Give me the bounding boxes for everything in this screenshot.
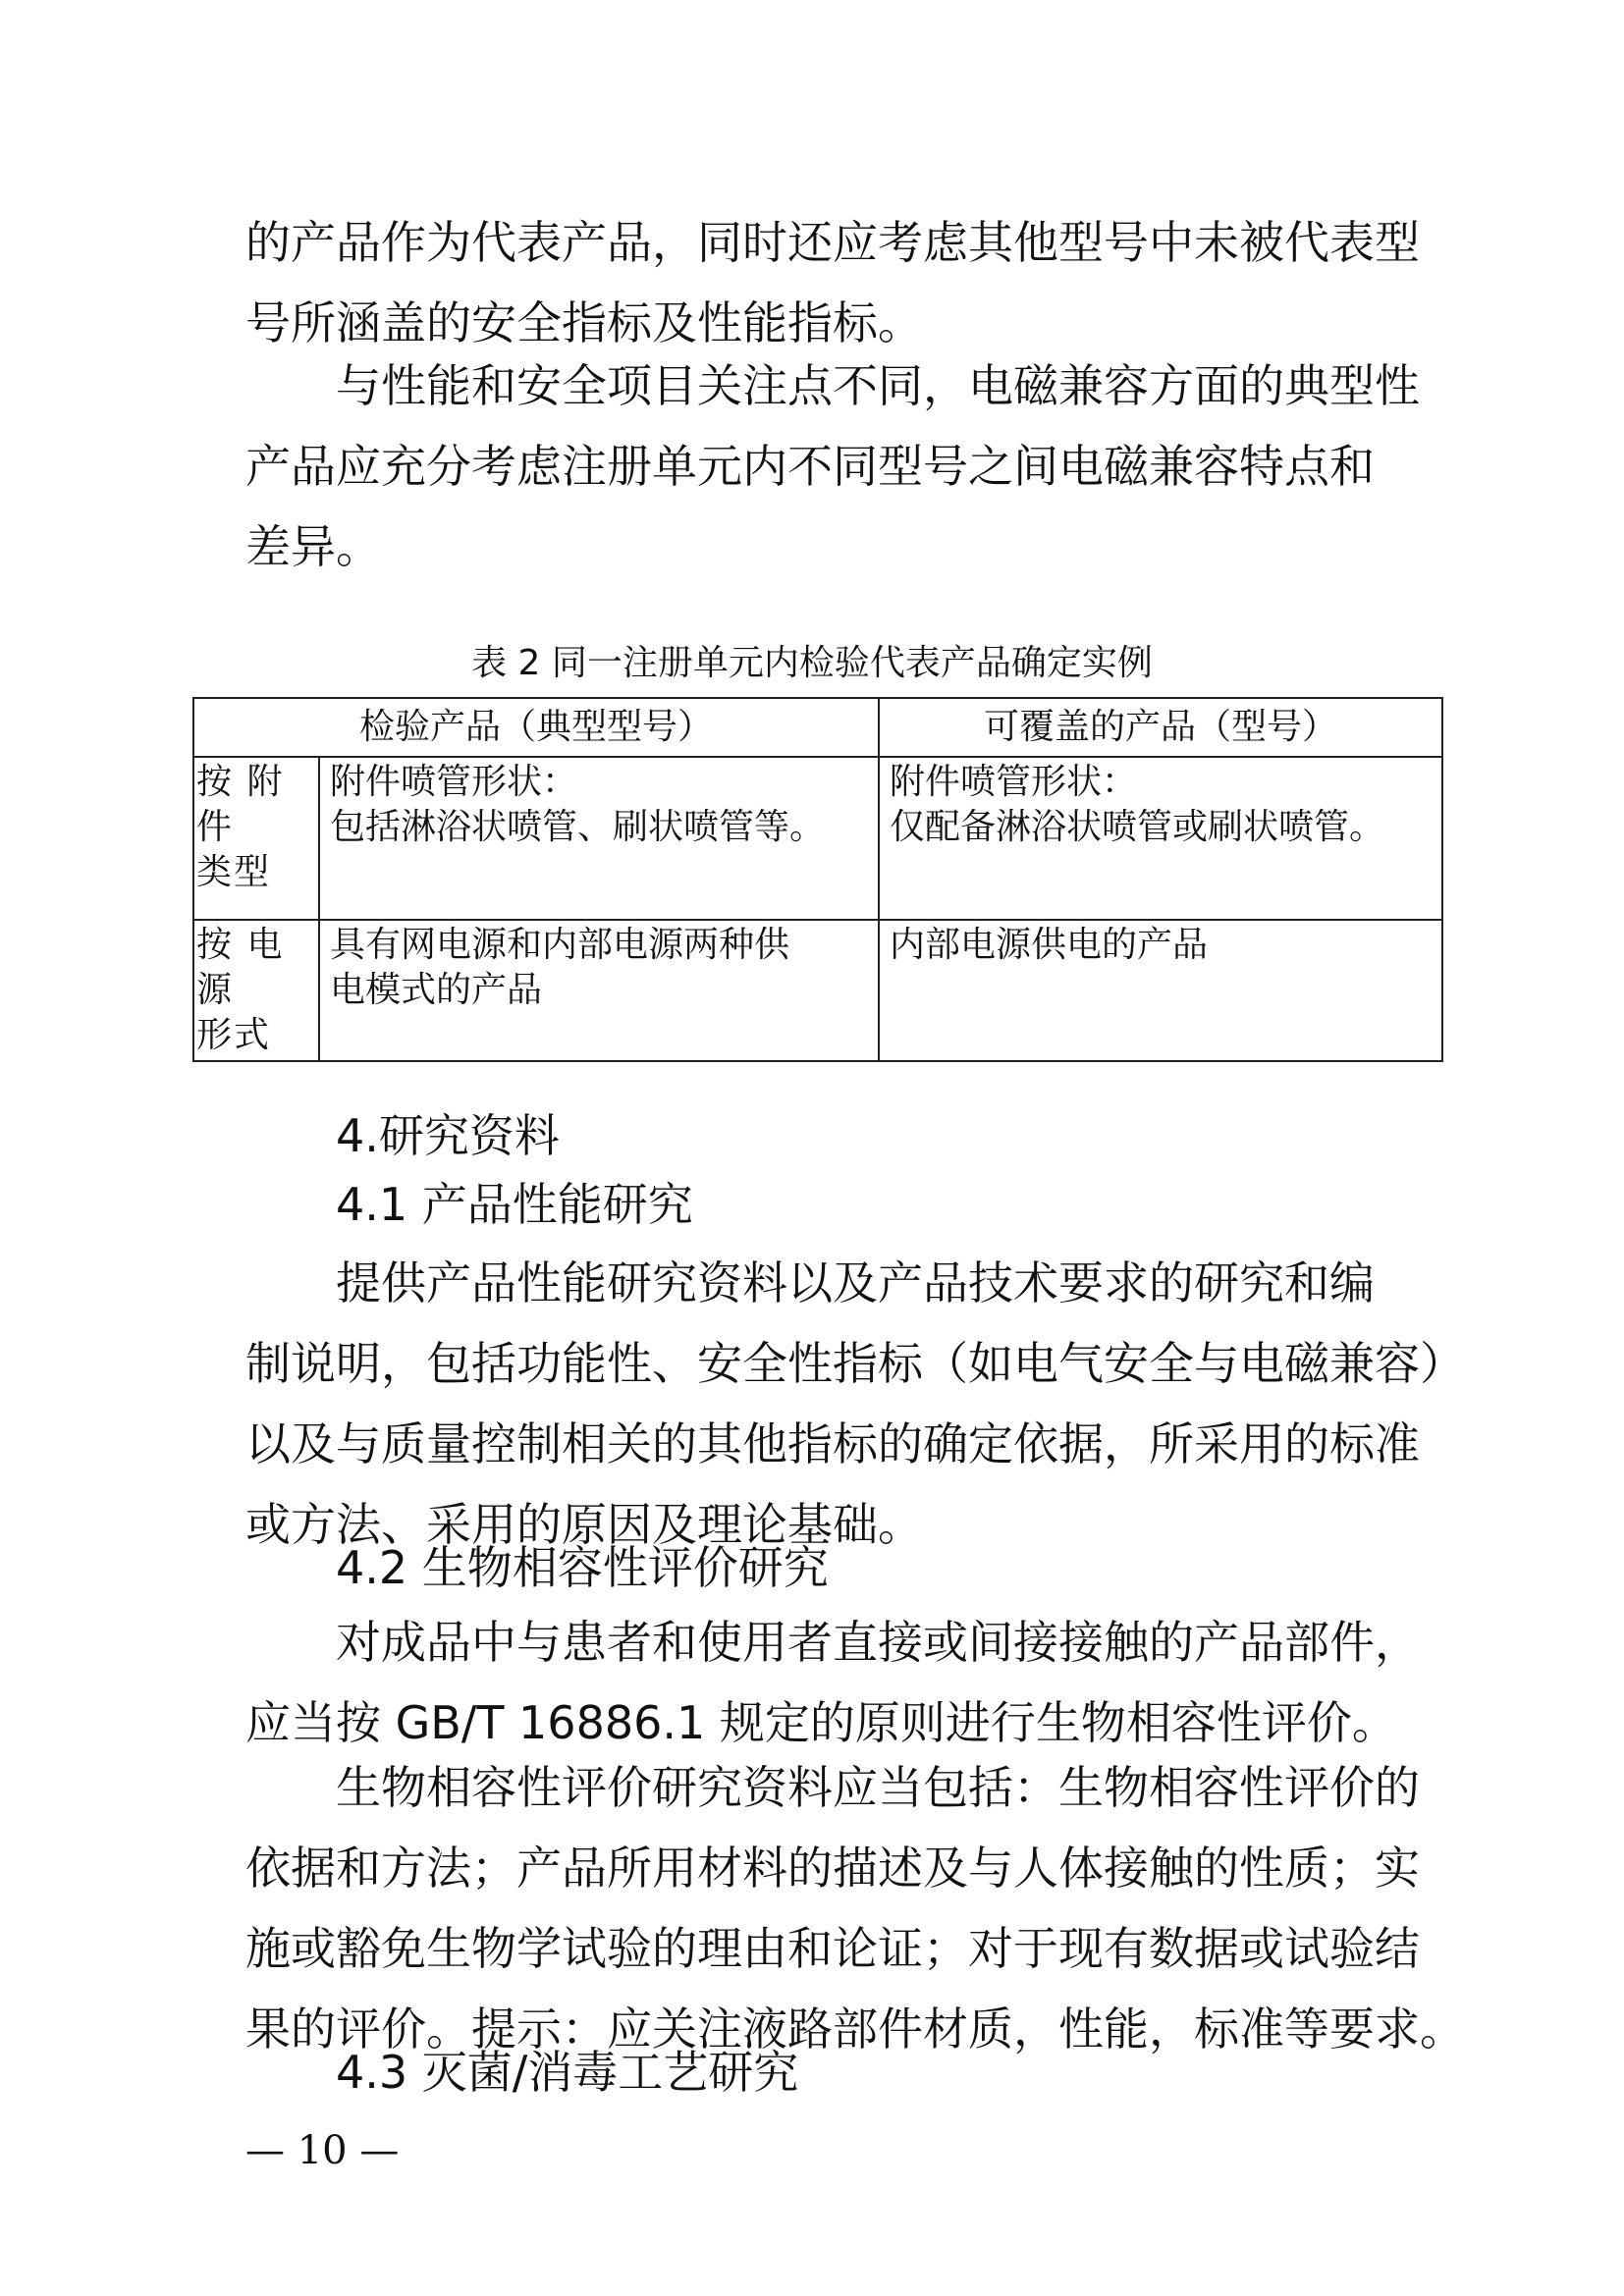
text-line: 提供产品性能研究资料以及产品技术要求的研究和编 [336,1256,1375,1309]
text-line: 产品应充分考虑注册单元内不同型号之间电磁兼容特点和 [245,440,1375,493]
table-caption: 表 2 同一注册单元内检验代表产品确定实例 [471,643,1153,683]
tested-product-cell [319,920,879,1061]
section-4-2-body-2 [245,1747,1465,2069]
cell-line: 仅配备淋浴状喷管或刷状喷管。 [890,807,1385,847]
cell-line: 电模式的产品 [330,970,543,1010]
cell-line: 附件喷管形状： [890,762,1138,802]
cell-line: 内部电源供电的产品 [890,925,1209,965]
covered-product-cell [879,757,1442,920]
text-line: 的产品作为代表产品，同时还应考虑其他型号中未被代表型 [245,216,1420,269]
header-tested-product: 检验产品（典型型号） [193,698,879,757]
text-line: 依据和方法；产品所用材料的描述及与人体接触的性质；实 [245,1842,1420,1895]
row-category [193,757,319,920]
emc-paragraph [245,346,1420,587]
text-line: 应当按 GB/T 16886.1 规定的原则进行生物相容性评价。 [245,1696,1397,1749]
row-category [193,920,319,1061]
section-4-1-body [245,1243,1465,1565]
cell-line: 具有网电源和内部电源两种供 [330,925,790,965]
text-line: 施或豁免生物学试验的理由和论证；对于现有数据或试验结 [245,1922,1420,1975]
table-row [193,920,1442,1061]
intro-paragraph [245,202,1420,363]
tested-product-cell [319,757,879,920]
header-covered-product: 可覆盖的产品（型号） [879,698,1442,757]
text-line: 号所涵盖的安全指标及性能指标。 [245,296,923,349]
text-line: 制说明，包括功能性、安全性指标（如电气安全与电磁兼容） [245,1337,1465,1390]
section-heading-4: 4.研究资料 [336,1109,560,1162]
text-line: 生物相容性评价研究资料应当包括：生物相容性评价的 [336,1761,1420,1814]
category-line: 形式 [196,1015,272,1055]
cell-line: 包括淋浴状喷管、刷状喷管等。 [330,807,826,847]
page-number: — 10 — [245,2128,400,2173]
text-line: 果的评价。提示：应关注液路部件材质，性能，标准等要求。 [245,2002,1465,2056]
text-line: 与性能和安全项目关注点不同，电磁兼容方面的典型性 [336,359,1420,412]
text-line: 差异。 [245,520,381,573]
category-line: 按 附 件 [196,762,285,847]
table-header-row [193,698,1442,757]
section-4-2-body-1 [245,1602,1420,1763]
category-line: 类型 [196,852,272,892]
text-line: 或方法、采用的原因及理论基础。 [245,1498,923,1551]
table-row [193,757,1442,920]
section-heading-4-3: 4.3 灭菌/消毒工艺研究 [336,2046,799,2099]
section-heading-4-1: 4.1 产品性能研究 [336,1178,693,1231]
text-line: 对成品中与患者和使用者直接或间接接触的产品部件， [336,1616,1420,1669]
covered-product-cell [879,920,1442,1061]
category-line: 按 电 源 [196,925,285,1010]
section-heading-4-2: 4.2 生物相容性评价研究 [336,1541,829,1594]
text-line: 以及与质量控制相关的其他指标的确定依据，所采用的标准 [245,1417,1420,1470]
cell-line: 附件喷管形状： [330,762,578,802]
representative-product-table [192,697,1443,1062]
